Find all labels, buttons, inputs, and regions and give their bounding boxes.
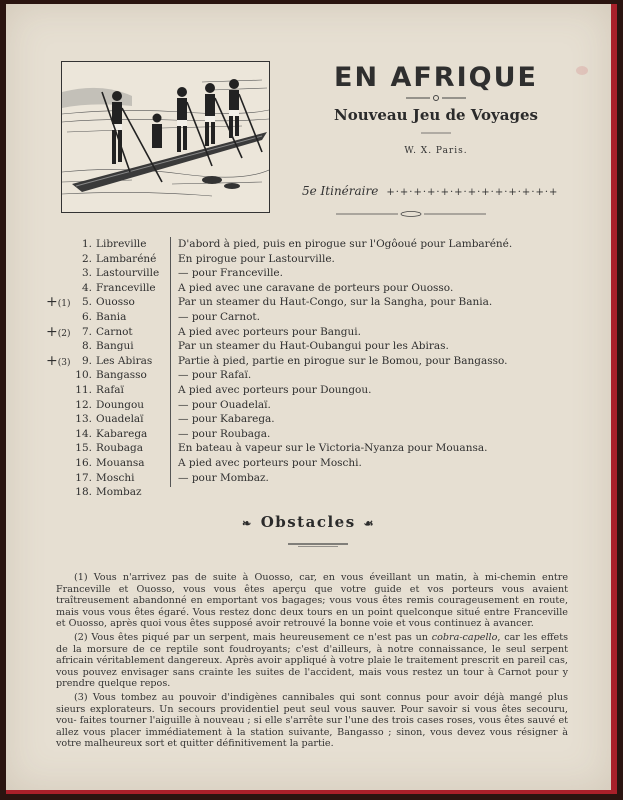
route-description: — pour Ouadelaï. [178, 398, 271, 411]
route-description: A pied avec porteurs pour Bangui. [178, 325, 361, 338]
route-number: 9. [81, 354, 92, 367]
route-description: Par un steamer du Haut-Congo, sur la Sangha, pour Bania. [178, 296, 493, 309]
game-title: EN AFRIQUE [334, 62, 538, 93]
route-place: Bangasso [96, 369, 147, 382]
route-number: 11. [75, 383, 92, 396]
route-number: 10. [75, 369, 92, 382]
route-place: Moschi [96, 471, 135, 484]
route-place: Doungou [96, 398, 145, 411]
route-number: 2. [81, 252, 92, 265]
route-place: Carnot [96, 325, 133, 338]
route-description: En bateau à vapeur sur le Victoria-Nyanza pour Mouansa. [178, 442, 488, 455]
snake-name: cobra-capello [431, 631, 498, 643]
route-place: Mouansa [96, 456, 145, 469]
route-description: — pour Rafaï. [178, 369, 252, 382]
column-divider [170, 237, 171, 487]
route-number: 14. [75, 427, 92, 440]
route-description: A pied avec une caravane de porteurs pour Ouosso. [178, 281, 454, 294]
obstacle-paragraph-3: (3) Vous tombez au pouvoir d'indigènes cannibales qui sont connus pour avoir déjà mangé plus sieurs explorateurs. Un secours providentiel peut seul vous sauver. Pour savoir si vous êtes secouru, vou- faites tourner l'aiguille à nouveau ; si elle s'arrête sur l'une des trois cases roses, vous êtes sauvé et allez vous placer immédiatement à la station suivante, Bangasso ; sinon, vous devez vous résigner à votre malheureux sort et quitter définitivement la partie. [56, 691, 568, 750]
fleuron-icon: ☙ [363, 517, 376, 530]
ornament-icon [288, 540, 348, 548]
route-description: En pirogue pour Lastourville. [178, 252, 335, 265]
plus-icon: + [46, 352, 58, 369]
route-description: — pour Kabarega. [178, 413, 275, 426]
route-description: D'abord à pied, puis en pirogue sur l'Ogôoué pour Lambaréné. [178, 238, 513, 250]
game-card [6, 4, 617, 794]
route-number: 8. [81, 340, 92, 353]
route-number: 18. [75, 486, 92, 499]
route-number: 15. [75, 442, 92, 455]
obstacles-text [56, 572, 568, 752]
itinerary-label: 5e Itinéraire [302, 184, 379, 198]
route-description: — pour Roubaga. [178, 427, 271, 440]
publisher: W. X. Paris. [404, 146, 468, 156]
route-number: 3. [81, 267, 92, 280]
route-number: 6. [81, 310, 92, 323]
route-number: 5. [81, 296, 92, 309]
route-number: 13. [75, 413, 92, 426]
route-number: 1. [81, 238, 92, 250]
route-place: Lastourville [96, 267, 160, 280]
cross-line-icon: +·+·+·+·+·+·+·+·+·+·+·+·+ [386, 187, 559, 198]
plus-icon: + [46, 323, 58, 340]
obstacles-title: Obstacles [260, 513, 356, 531]
fleuron-icon: ❧ [241, 517, 253, 530]
obstacle-marker: +(1) [46, 294, 71, 311]
obstacle-paragraph-1: (1) Vous n'arrivez pas de suite à Ouosso, car, en vous éveillant un matin, à mi-chemin entre Franceville et Ouosso, vous vous êtes aperçu que votre guide et vos porteurs vous avaient traîtreusement abandonné en emportant vos bagages; vous vous êtes remis courageusement en route, mais vous vous êtes égaré. Vous restez donc deux tours en un point quelconque situé entre Franceville et Ouosso, après quoi vous êtes supposé avoir retrouvé la bonne voie et vous continuez à avancer. [56, 572, 568, 630]
route-place: Bania [96, 310, 127, 323]
route-place: Les Abiras [96, 354, 153, 367]
obstacle-paragraph-2: (2) Vous êtes piqué par un serpent, mais heureusement ce n'est pas un cobra-capello, car les effets de la morsure de ce reptile sont foudroyants; c'est d'ailleurs, à notre connaissance, le seul serpent africain véritablement dangereux. Après avoir appliqué à votre plaie le traitement prescrit en pareil cas, vous pouvez envisager sans crainte les suites de l'accident, mais vous restez un tour à Carnot pour y prendre quelque repos. [56, 631, 568, 690]
route-description: — pour Franceville. [178, 267, 283, 280]
route-place: Franceville [96, 281, 156, 294]
route-description: A pied avec porteurs pour Doungou. [178, 383, 372, 396]
route-number: 7. [81, 325, 92, 338]
route-place: Bangui [96, 340, 134, 353]
route-place: Kabarega [96, 427, 148, 440]
route-number: 17. [75, 471, 92, 484]
obstacle-marker: +(3) [46, 352, 71, 369]
canoe-engraving [61, 61, 270, 213]
itinerary-heading [302, 184, 558, 198]
route-place: Ouosso [96, 296, 135, 309]
route-description: Partie à pied, partie en pirogue sur le Bomou, pour Bangasso. [178, 354, 508, 367]
route-place: Roubaga [96, 442, 143, 455]
ornament-icon [406, 94, 466, 102]
ornament-icon [421, 130, 451, 136]
route-number: 4. [81, 281, 92, 294]
obstacles-heading [6, 513, 611, 531]
route-description: — pour Mombaz. [178, 471, 269, 484]
route-place: Mombaz [96, 486, 142, 499]
obstacle-marker: +(2) [46, 323, 71, 340]
route-description: A pied avec porteurs pour Moschi. [178, 456, 362, 469]
route-number: 16. [75, 456, 92, 469]
route-place: Rafaï [96, 383, 124, 396]
route-number: 12. [75, 398, 92, 411]
route-description: Par un steamer du Haut-Oubangui pour les Abiras. [178, 340, 449, 353]
title-block [286, 62, 586, 156]
route-place: Libreville [96, 238, 147, 250]
game-subtitle: Nouveau Jeu de Voyages [334, 106, 538, 124]
ornament-icon [336, 210, 486, 218]
route-description: — pour Carnot. [178, 310, 260, 323]
route-place: Ouadelaï [96, 413, 144, 426]
route-place: Lambaréné [96, 252, 157, 265]
plus-icon: + [46, 294, 58, 311]
